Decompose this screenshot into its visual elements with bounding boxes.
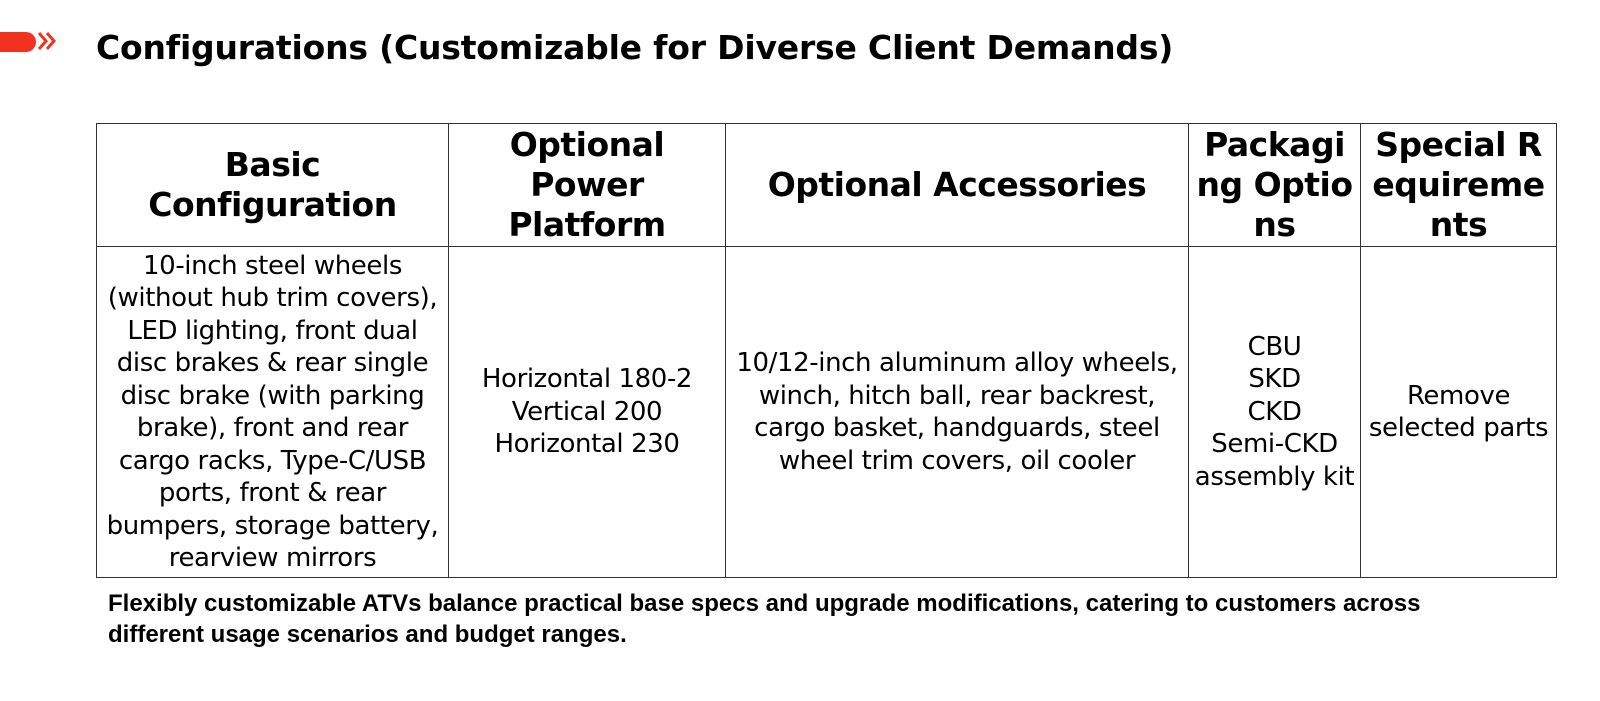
title-accent-bar: [0, 32, 36, 52]
header-optional-accessories: Optional Accessories: [726, 124, 1189, 247]
table-row: [97, 247, 1557, 578]
header-special-requirements: Special Requirements: [1361, 124, 1557, 247]
packaging-option: Semi-CKD assembly kit: [1194, 429, 1355, 492]
cell-optional-accessories: 10/12-inch aluminum alloy wheels, winch, hitch ball, rear backrest, cargo basket, handguards, steel wheel trim covers, oil cooler: [726, 247, 1189, 578]
packaging-option: SKD: [1248, 364, 1301, 395]
packaging-option: CKD: [1247, 396, 1302, 427]
power-option: Horizontal 180-2: [481, 364, 693, 395]
page-title: Configurations (Customizable for Diverse Client Demands): [96, 28, 1174, 67]
header-packaging-options: Packaging Options: [1189, 124, 1361, 247]
footer-note: Flexibly customizable ATVs balance practical base specs and upgrade modifications, catering to customers across different usage scenarios and budget ranges.: [108, 590, 1421, 648]
cell-packaging-options: [1189, 247, 1361, 578]
header-basic-configuration: Basic Configuration: [97, 124, 449, 247]
cell-optional-power-platform: [449, 247, 726, 578]
cell-basic-configuration: 10-inch steel wheels (without hub trim covers), LED lighting, front dual disc brakes & rear single disc brake (with parking brake), front and rear cargo racks, Type-C/USB ports, front & rear bumpers, storage battery, rearview mirrors: [97, 247, 449, 578]
header-optional-power-platform: Optional Power Platform: [449, 124, 726, 247]
power-option: Vertical 200: [511, 396, 663, 427]
chevron-right-icon: [36, 29, 60, 53]
configurations-table: [96, 123, 1557, 578]
power-option: Horizontal 230: [494, 429, 680, 460]
table-header-row: [97, 124, 1557, 247]
packaging-option: CBU: [1247, 331, 1302, 362]
cell-special-requirements: Remove selected parts: [1361, 247, 1557, 578]
